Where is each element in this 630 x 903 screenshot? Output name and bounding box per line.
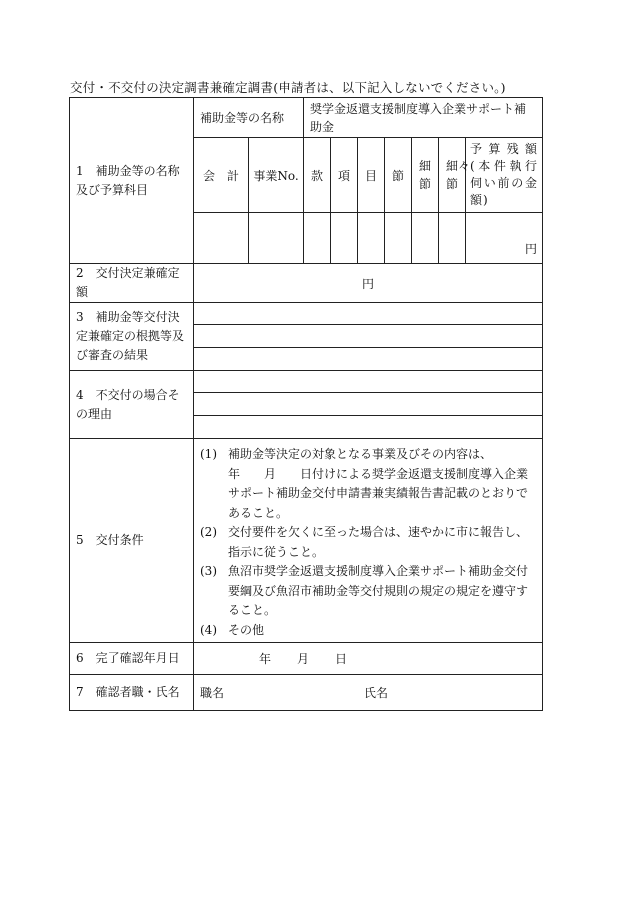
col-saisaisetsu: 細々節: [446, 159, 471, 191]
decision-amount-label: 2 交付決定兼確定額: [70, 264, 194, 303]
form-heading: 交付・不交付の決定調書兼確定調書(申請者は、以下記入しないでください。): [70, 80, 506, 95]
basis-line-2[interactable]: [194, 325, 543, 348]
condition-number: (1): [200, 447, 217, 461]
cell-project-no[interactable]: [249, 213, 304, 264]
reason-line-2[interactable]: [194, 393, 543, 416]
name-label: 氏名: [364, 686, 389, 700]
col-saisetsu: 細節: [419, 159, 432, 191]
subsidy-name-value: 奨学金返還支援制度導入企業サポート補助金: [304, 98, 543, 138]
col-moku: 目: [358, 138, 385, 213]
cell-account[interactable]: [194, 213, 249, 264]
condition-line: 年 月 日付けによる奨学金返還支援制度導入企業: [228, 466, 529, 481]
condition-text: [228, 562, 534, 621]
condition-line: 補助金等決定の対象となる事業及びその内容は、: [228, 447, 493, 461]
col-setsu: 節: [385, 138, 412, 213]
decision-form-table: [69, 97, 543, 711]
confirmer-field[interactable]: [194, 675, 543, 711]
reason-line-3[interactable]: [194, 416, 543, 439]
decision-amount-yen[interactable]: 円: [194, 264, 543, 303]
completion-date-label: 6 完了確認年月日: [70, 643, 194, 675]
condition-line: 魚沼市奨学金返還支援制度導入企業サポート補助金交付: [228, 564, 529, 578]
condition-text: [228, 445, 534, 523]
subsidy-name-label: 補助金等の名称: [194, 98, 304, 138]
condition-number: (2): [200, 525, 217, 539]
condition-item: [200, 621, 534, 641]
month-unit: 月: [297, 652, 310, 666]
col-remaining-budget: 予算残額(本件執行伺い前の金額): [466, 138, 543, 213]
cell-setsu[interactable]: [385, 213, 412, 264]
non-grant-reason-label: 4 不交付の場合その理由: [70, 371, 194, 439]
basis-line-3[interactable]: [194, 348, 543, 371]
cell-kan[interactable]: [304, 213, 331, 264]
basis-line-1[interactable]: [194, 303, 543, 325]
condition-item: [200, 523, 534, 562]
col-kou: 項: [331, 138, 358, 213]
completion-date-field[interactable]: [194, 643, 543, 675]
condition-line: 要綱及び魚沼市補助金等交付規則の規定の規定を遵守す: [228, 583, 529, 598]
condition-item: [200, 562, 534, 621]
condition-line: サポート補助金交付申請書兼実績報告書記載のとおりで: [228, 486, 529, 500]
cell-saisetsu[interactable]: [412, 213, 439, 264]
condition-line: 指示に従うこと。: [228, 544, 325, 559]
job-title-label: 職名: [200, 686, 225, 700]
cell-saisaisetsu[interactable]: [439, 213, 466, 264]
basis-review-label: 3 補助金等交付決定兼確定の根拠等及び審査の結果: [70, 303, 194, 371]
condition-line: ること。: [228, 603, 277, 617]
col-account: 会 計: [194, 138, 249, 213]
cell-moku[interactable]: [358, 213, 385, 264]
col-project-no: 事業No.: [249, 138, 304, 213]
col-saisetsu-cell: [412, 138, 439, 213]
budget-subject-label: 1 補助金等の名称及び予算科目: [70, 98, 194, 264]
condition-number: (3): [200, 564, 217, 578]
year-unit: 年: [259, 652, 272, 666]
col-kan: 款: [304, 138, 331, 213]
reason-line-1[interactable]: [194, 371, 543, 393]
condition-number: (4): [200, 622, 217, 637]
grant-conditions-label: 5 交付条件: [70, 439, 194, 643]
confirmer-label: 7 確認者職・氏名: [70, 675, 194, 711]
condition-line: あること。: [228, 505, 289, 520]
cell-kou[interactable]: [331, 213, 358, 264]
condition-line: その他: [228, 622, 265, 637]
condition-item: [200, 445, 534, 523]
condition-line: 交付要件を欠くに至った場合は、速やかに市に報告し、: [228, 525, 529, 539]
condition-text: [228, 523, 534, 562]
condition-text: [228, 621, 534, 641]
day-unit: 日: [335, 652, 348, 666]
grant-conditions: [194, 439, 543, 643]
remaining-budget-yen[interactable]: 円: [466, 213, 543, 264]
col-saisaisetsu-cell: [439, 138, 471, 213]
